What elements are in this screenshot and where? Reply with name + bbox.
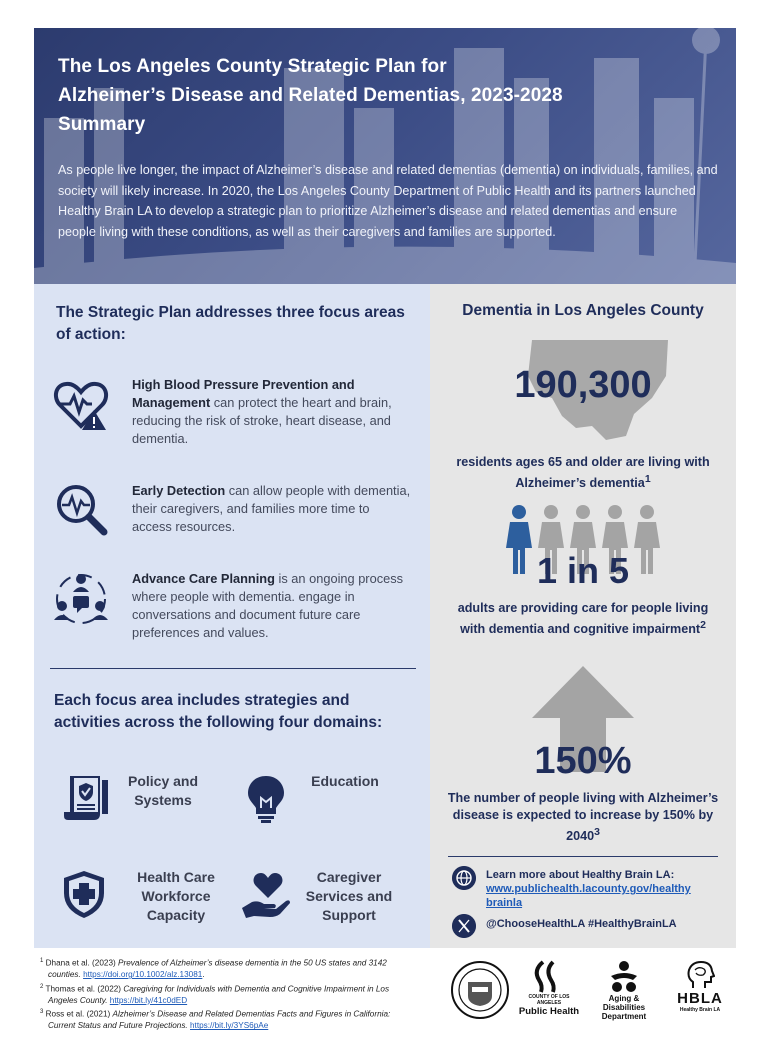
partner-logos [446, 960, 736, 1026]
domain-label: Caregiver Services and Support [305, 869, 393, 923]
policy-document-icon [60, 772, 112, 824]
lightbulb-icon [242, 772, 290, 824]
focus-areas-panel [34, 284, 430, 948]
shield-cross-icon [58, 868, 110, 920]
footnote: $^2$ Thomas et al. (2022) Caregiving for Individuals with Dementia and Cognitive Impairment in Los Angeles County. https://bit.ly/41c0dED [40, 983, 390, 1005]
focus-areas-heading: The Strategic Plan addresses three focus areas of action: [56, 304, 405, 343]
stat-190300-text: residents ages 65 and older are living with Alzheimer’s dementia$^1$ [456, 455, 710, 491]
domain-label: Education [311, 773, 379, 789]
la-county-seal-logo [450, 960, 510, 1020]
hand-heart-icon [240, 868, 292, 920]
page-title: The Los Angeles County Strategic Plan for Alzheimer’s Disease and Related Dementias, 2023-2028 Summary [58, 56, 563, 135]
footnote-link[interactable]: https://bit.ly/3YS6pAe [190, 1021, 269, 1031]
statistics-heading: Dementia in Los Angeles County [462, 302, 704, 319]
social-handle: @ChooseHealthLA #HealthyBrainLA [486, 918, 677, 930]
dementia-statistics-panel [430, 284, 736, 948]
magnifier-pulse-icon [52, 482, 110, 540]
x-social-icon[interactable] [452, 914, 476, 938]
healthy-brain-la-link[interactable]: www.publichealth.lacounty.gov/healthy brainla [486, 883, 691, 909]
domain-label: Policy and Systems [127, 773, 199, 808]
footnote-link[interactable]: https://bit.ly/41c0dED [109, 995, 188, 1005]
aging-disabilities-mark-icon [607, 960, 641, 994]
footnote: $^3$ Ross et al. (2021) Alzheimer’s Disease and Related Dementias Facts and Figures in California: Current Status and Future Projections. https://bit.ly/3YS6pAe [40, 1009, 391, 1031]
domains-heading: Each focus area includes strategies and activities across the following four domains: [54, 692, 383, 731]
focus-area-text: Early Detection can allow people with dementia, their caregivers, and families more time to access resources. [132, 483, 411, 534]
public-health-logo: COUNTY OF LOS ANGELES Public Health [518, 960, 580, 1018]
hbla-logo: HBLA Healthy Brain LA [668, 960, 732, 1013]
stat-150-percent-text: The number of people living with Alzheimer’s disease is expected to increase by 150% by 2040$^3$ [447, 791, 719, 844]
brain-head-icon [685, 960, 715, 990]
public-health-mark-icon [529, 960, 569, 994]
section-divider [50, 668, 416, 669]
footnote-link[interactable]: https://doi.org/10.1002/alz.13081 [83, 970, 203, 980]
intro-paragraph: As people live longer, the impact of Alzheimer’s disease and related dementias (dementia) on individuals, families, and society will likely increase. In 2020, the Los Angeles County Department of Public Health and its partners launched Healthy Brain LA to develop a strategic plan to prioritize Alzheimer’s disease and related dementias and ensure people living with these conditions, as well as their caregivers and families are supported. [58, 163, 718, 239]
learn-more-block: Learn more about Healthy Brain LA: www.publichealth.lacounty.gov/healthy brainla [486, 868, 726, 910]
heart-pulse-warning-icon [52, 376, 110, 434]
footnotes [40, 956, 410, 1033]
stat-1-in-5-text: adults are providing care for people living with dementia and cognitive impairment$^2$ [457, 601, 709, 637]
aging-disabilities-logo: Aging & Disabilities Department [588, 960, 660, 1021]
globe-icon [452, 866, 476, 890]
stat-1-in-5-value: 1 in 5 [536, 550, 630, 591]
footnote: $^1$ Dhana et al. (2023) Prevalence of Alzheimer’s disease dementia in the 50 US states and 3142 counties. https://doi.org/10.1002/alz.13081. [40, 958, 387, 980]
people-conversation-icon [52, 570, 110, 628]
header-banner [34, 28, 736, 284]
focus-area-text: Advance Care Planning is an ongoing process where people with dementia. engage in conversations and document future care preferences and values. [132, 571, 404, 640]
focus-area-text: High Blood Pressure Prevention and Management can protect the heart and brain, reducing the risk of stroke, heart disease, and dementia. [132, 377, 392, 446]
domain-label: Health Care Workforce Capacity [137, 869, 215, 923]
section-divider [448, 856, 718, 857]
stat-150-percent-value: 150% [534, 740, 632, 782]
stat-190300-value: 190,300 [514, 364, 652, 406]
